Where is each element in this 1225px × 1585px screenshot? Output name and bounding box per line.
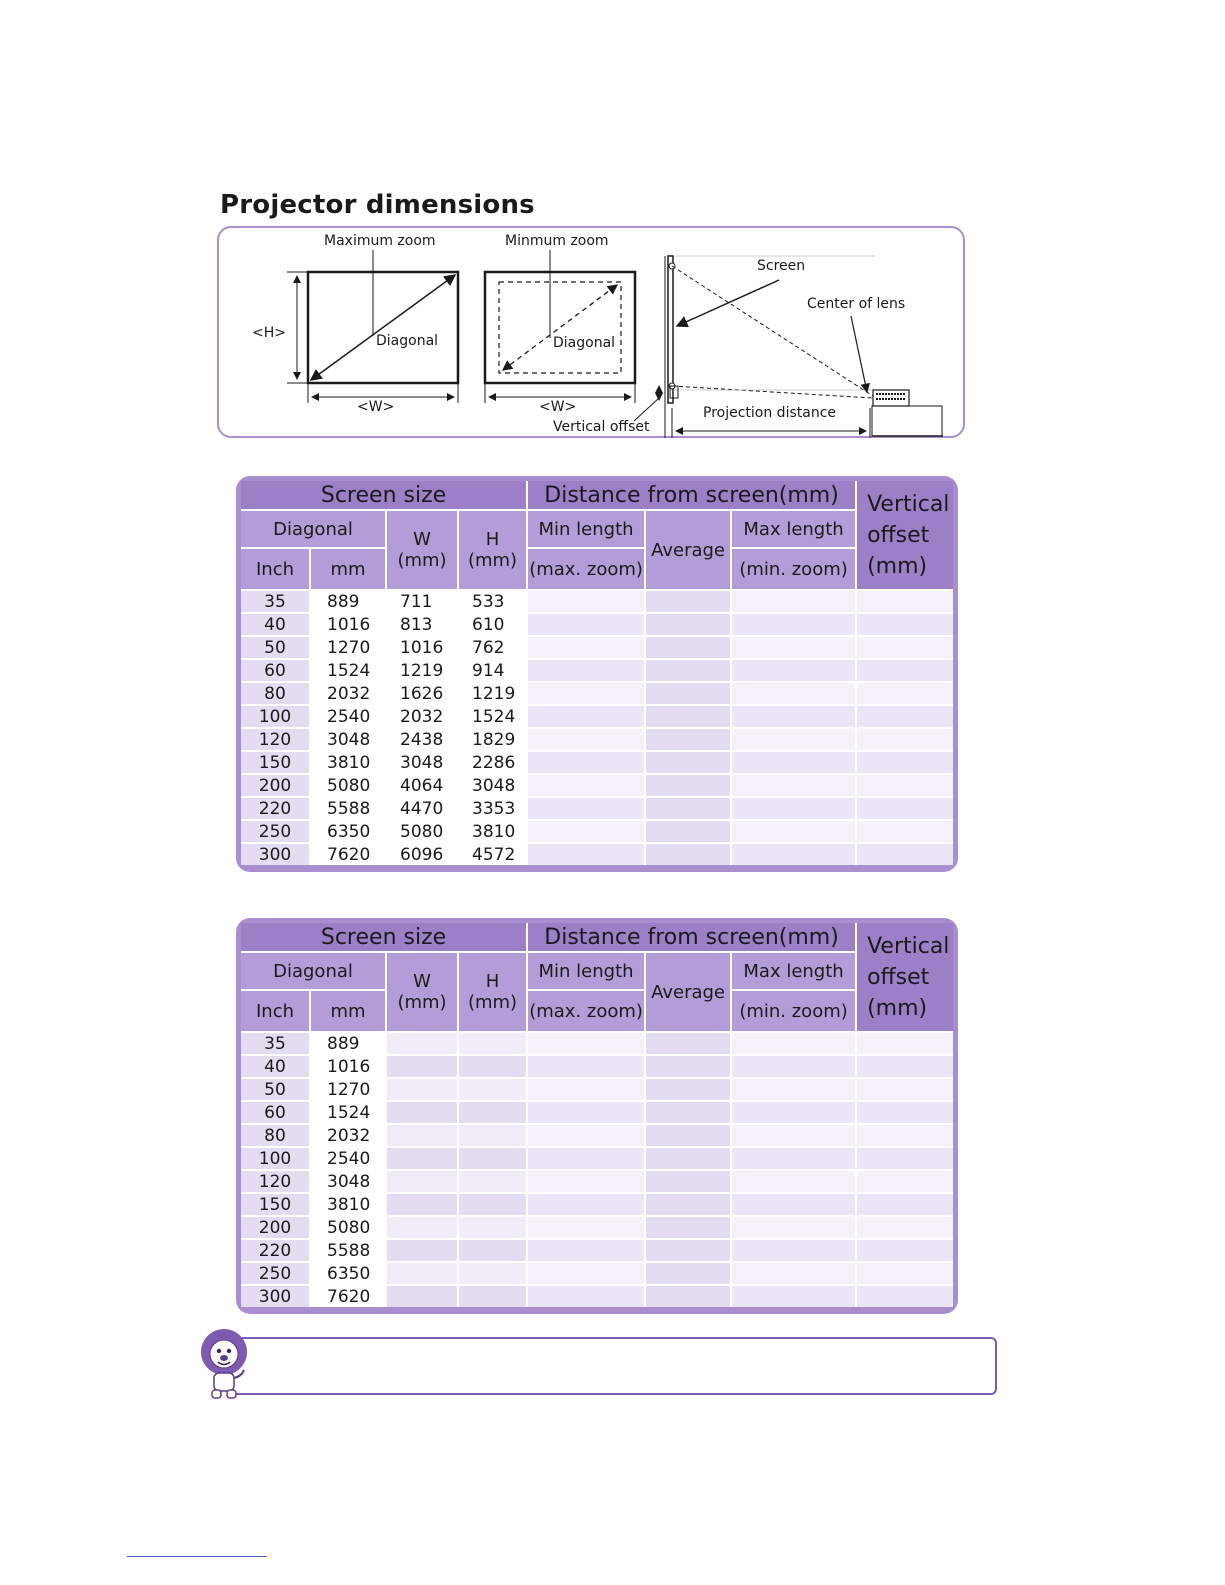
table-cell <box>527 659 645 682</box>
table-cell <box>386 1170 458 1193</box>
max-length-sub-header: (min. zoom) <box>731 990 856 1032</box>
screen-side-view <box>668 256 673 403</box>
table-cell <box>527 1285 645 1307</box>
table-cell <box>731 705 856 728</box>
table-cell: 889 <box>310 590 386 613</box>
h-header: H (mm) <box>458 952 527 1032</box>
table-cell: 120 <box>241 1170 310 1193</box>
table-cell <box>856 705 953 728</box>
table-row <box>241 1239 953 1262</box>
table-cell: 2032 <box>310 1124 386 1147</box>
table-cell <box>856 728 953 751</box>
table-cell <box>731 682 856 705</box>
table-row <box>241 1055 953 1078</box>
table-cell <box>386 1262 458 1285</box>
table-cell <box>856 636 953 659</box>
table-cell: 4572 <box>458 843 527 865</box>
table-cell <box>645 1239 731 1262</box>
table-cell: 1016 <box>310 613 386 636</box>
table-cell: 3048 <box>458 774 527 797</box>
table-cell <box>458 1124 527 1147</box>
table-cell <box>731 1262 856 1285</box>
table-cell: 50 <box>241 1078 310 1101</box>
table-cell: 7620 <box>310 1285 386 1307</box>
table-cell <box>527 1032 645 1055</box>
table-cell <box>527 843 645 865</box>
page-title: Projector dimensions <box>220 190 535 220</box>
table-cell <box>731 590 856 613</box>
table-cell <box>731 1239 856 1262</box>
table-cell: 1270 <box>310 1078 386 1101</box>
table-cell: 120 <box>241 728 310 751</box>
table-cell: 50 <box>241 636 310 659</box>
table-cell <box>645 1124 731 1147</box>
distance-header: Distance from screen(mm) <box>527 481 856 510</box>
table-cell: 6350 <box>310 820 386 843</box>
table-cell <box>856 751 953 774</box>
table-cell: 2438 <box>386 728 458 751</box>
max-zoom-diagonal <box>311 275 455 380</box>
table-cell <box>645 1101 731 1124</box>
table-cell <box>645 1078 731 1101</box>
table-cell <box>731 797 856 820</box>
table-cell <box>645 1285 731 1307</box>
projector-table <box>872 406 942 436</box>
table-cell: 150 <box>241 1193 310 1216</box>
lion-mascot-icon <box>196 1326 260 1404</box>
table-cell <box>386 1032 458 1055</box>
table-cell <box>527 1239 645 1262</box>
table-cell <box>527 1193 645 1216</box>
table-cell <box>731 613 856 636</box>
diagonal-left-label: Diagonal <box>376 333 439 349</box>
table-cell <box>527 774 645 797</box>
table-cell <box>645 1262 731 1285</box>
table-cell: 80 <box>241 1124 310 1147</box>
table-cell: 3810 <box>458 820 527 843</box>
table-cell: 533 <box>458 590 527 613</box>
table-cell: 711 <box>386 590 458 613</box>
table-cell <box>856 820 953 843</box>
table-cell: 2540 <box>310 1147 386 1170</box>
table-cell <box>386 1285 458 1307</box>
table-cell <box>731 1078 856 1101</box>
table-cell <box>731 659 856 682</box>
table-cell <box>731 1216 856 1239</box>
table-row <box>241 728 953 751</box>
table-cell: 2032 <box>310 682 386 705</box>
table-cell <box>856 613 953 636</box>
table-cell <box>856 682 953 705</box>
table-cell <box>527 1147 645 1170</box>
table-cell <box>386 1078 458 1101</box>
table-cell <box>458 1285 527 1307</box>
table-cell <box>856 1147 953 1170</box>
table-cell: 200 <box>241 1216 310 1239</box>
table-cell: 100 <box>241 705 310 728</box>
table-cell <box>731 1032 856 1055</box>
table-cell <box>645 1147 731 1170</box>
max-length-sub-header: (min. zoom) <box>731 548 856 590</box>
table-cell <box>458 1193 527 1216</box>
min-length-header: Min length <box>527 952 645 990</box>
table-cell <box>386 1193 458 1216</box>
table-cell <box>645 774 731 797</box>
mm-header: mm <box>310 548 386 590</box>
table-cell <box>645 1032 731 1055</box>
table-cell <box>645 728 731 751</box>
table-row <box>241 1170 953 1193</box>
projection-distance-label: Projection distance <box>703 405 836 421</box>
table-row <box>241 1262 953 1285</box>
table-cell <box>386 1124 458 1147</box>
projection-diagram <box>217 226 965 438</box>
table-cell: 5588 <box>310 797 386 820</box>
table-cell: 1270 <box>310 636 386 659</box>
table-cell <box>527 682 645 705</box>
screen-size-header: Screen size <box>241 481 527 510</box>
table-cell: 3048 <box>310 1170 386 1193</box>
w-label-left: <W> <box>357 399 395 415</box>
table-cell <box>731 1055 856 1078</box>
center-of-lens-label: Center of lens <box>807 296 906 312</box>
screen-size-header: Screen size <box>241 923 527 952</box>
table-cell: 220 <box>241 1239 310 1262</box>
table-cell <box>645 682 731 705</box>
table-cell: 2540 <box>310 705 386 728</box>
table-cell <box>458 1170 527 1193</box>
table-cell: 6096 <box>386 843 458 865</box>
min-length-sub-header: (max. zoom) <box>527 990 645 1032</box>
table-cell <box>527 705 645 728</box>
table-cell <box>386 1055 458 1078</box>
table-cell <box>527 613 645 636</box>
table-cell: 1524 <box>310 659 386 682</box>
table-cell: 1016 <box>386 636 458 659</box>
table-cell <box>856 843 953 865</box>
table-cell: 762 <box>458 636 527 659</box>
table-row <box>241 1032 953 1055</box>
table-cell: 610 <box>458 613 527 636</box>
table-row <box>241 1193 953 1216</box>
table-cell: 200 <box>241 774 310 797</box>
vertical-offset-header: Vertical offset (mm) <box>856 481 953 590</box>
table-row <box>241 1216 953 1239</box>
min-length-header: Min length <box>527 510 645 548</box>
table-cell: 914 <box>458 659 527 682</box>
table-cell <box>731 728 856 751</box>
table-cell <box>645 843 731 865</box>
table-cell <box>458 1147 527 1170</box>
table-cell: 60 <box>241 659 310 682</box>
table-cell <box>386 1239 458 1262</box>
table-cell: 220 <box>241 797 310 820</box>
table-cell <box>856 1239 953 1262</box>
table-cell <box>527 1262 645 1285</box>
table-cell: 3810 <box>310 1193 386 1216</box>
projection-table-1 <box>236 476 958 872</box>
table-cell: 40 <box>241 1055 310 1078</box>
table-cell <box>731 636 856 659</box>
table-cell <box>527 1078 645 1101</box>
mm-header: mm <box>310 990 386 1032</box>
diagram-svg <box>219 228 967 440</box>
table-cell: 813 <box>386 613 458 636</box>
table-cell: 300 <box>241 1285 310 1307</box>
min-zoom-label: Minmum zoom <box>505 233 609 249</box>
table-cell <box>856 1216 953 1239</box>
table-cell <box>645 797 731 820</box>
table-cell <box>856 659 953 682</box>
table-cell <box>731 1101 856 1124</box>
table-row <box>241 1124 953 1147</box>
table-cell <box>645 751 731 774</box>
vertical-offset-label: Vertical offset <box>553 419 650 435</box>
table-cell: 3810 <box>310 751 386 774</box>
table-cell <box>856 1055 953 1078</box>
table-cell: 7620 <box>310 843 386 865</box>
table-cell <box>856 590 953 613</box>
table-cell: 4470 <box>386 797 458 820</box>
table-cell <box>645 1216 731 1239</box>
diagonal-header: Diagonal <box>241 510 386 548</box>
table-cell <box>527 1170 645 1193</box>
table-cell <box>645 636 731 659</box>
table-row <box>241 1147 953 1170</box>
table-cell: 5080 <box>310 774 386 797</box>
table-cell <box>856 1124 953 1147</box>
table-cell <box>856 1170 953 1193</box>
table-row <box>241 1285 953 1307</box>
table-cell: 6350 <box>310 1262 386 1285</box>
table-row <box>241 613 953 636</box>
table-row <box>241 590 953 613</box>
table-cell <box>856 1078 953 1101</box>
table-cell <box>386 1147 458 1170</box>
table-cell: 150 <box>241 751 310 774</box>
table-cell <box>731 1124 856 1147</box>
table-cell: 35 <box>241 590 310 613</box>
table-cell <box>527 797 645 820</box>
table-cell <box>731 1170 856 1193</box>
inch-header: Inch <box>241 990 310 1032</box>
w-label-right: <W> <box>539 399 577 415</box>
table-cell: 1524 <box>310 1101 386 1124</box>
table-cell <box>645 1055 731 1078</box>
table-cell <box>458 1055 527 1078</box>
distance-header: Distance from screen(mm) <box>527 923 856 952</box>
table-cell <box>645 590 731 613</box>
table-cell <box>731 1285 856 1307</box>
table-cell <box>645 659 731 682</box>
table-row <box>241 820 953 843</box>
table-cell <box>856 797 953 820</box>
table-row <box>241 843 953 865</box>
table-cell: 250 <box>241 1262 310 1285</box>
note-box <box>231 1337 997 1395</box>
table-cell: 1219 <box>386 659 458 682</box>
table-cell: 889 <box>310 1032 386 1055</box>
table-cell <box>645 1170 731 1193</box>
table-cell: 300 <box>241 843 310 865</box>
min-length-sub-header: (max. zoom) <box>527 548 645 590</box>
table-row <box>241 636 953 659</box>
table-row <box>241 705 953 728</box>
table-cell: 3048 <box>386 751 458 774</box>
table-cell: 3048 <box>310 728 386 751</box>
diagonal-right-label: Diagonal <box>553 335 616 351</box>
projection-table-2 <box>236 918 958 1314</box>
footer-link-underline[interactable] <box>127 1556 267 1557</box>
table-cell: 5080 <box>386 820 458 843</box>
table-cell <box>386 1101 458 1124</box>
table-cell <box>731 1147 856 1170</box>
table-cell: 1829 <box>458 728 527 751</box>
table-cell <box>527 1216 645 1239</box>
table-cell: 5588 <box>310 1239 386 1262</box>
average-header: Average <box>645 510 731 590</box>
table-cell <box>645 1193 731 1216</box>
table-cell <box>458 1078 527 1101</box>
table-cell <box>731 1193 856 1216</box>
table-cell: 2286 <box>458 751 527 774</box>
w-header: W (mm) <box>386 510 458 590</box>
table-cell <box>856 1262 953 1285</box>
average-header: Average <box>645 952 731 1032</box>
table-cell <box>386 1216 458 1239</box>
table-cell: 5080 <box>310 1216 386 1239</box>
table-cell <box>458 1216 527 1239</box>
table-cell: 100 <box>241 1147 310 1170</box>
table-cell: 1626 <box>386 682 458 705</box>
table-cell <box>645 613 731 636</box>
table-cell <box>731 843 856 865</box>
table-cell <box>645 820 731 843</box>
table-row <box>241 659 953 682</box>
table-row <box>241 1101 953 1124</box>
table-cell <box>458 1032 527 1055</box>
inch-header: Inch <box>241 548 310 590</box>
table-cell <box>856 774 953 797</box>
table-row <box>241 751 953 774</box>
table-cell <box>458 1239 527 1262</box>
table-cell <box>458 1101 527 1124</box>
table-cell: 250 <box>241 820 310 843</box>
table-cell: 4064 <box>386 774 458 797</box>
table-cell: 35 <box>241 1032 310 1055</box>
table-cell <box>527 1055 645 1078</box>
table-cell <box>527 1101 645 1124</box>
screen-label: Screen <box>757 258 806 274</box>
diagonal-header: Diagonal <box>241 952 386 990</box>
table-cell: 60 <box>241 1101 310 1124</box>
table-cell <box>645 705 731 728</box>
h-label: <H> <box>252 325 286 341</box>
table-cell: 1524 <box>458 705 527 728</box>
table-cell: 2032 <box>386 705 458 728</box>
table-cell <box>856 1285 953 1307</box>
table-row <box>241 682 953 705</box>
table-row <box>241 1078 953 1101</box>
max-zoom-label: Maximum zoom <box>324 233 436 249</box>
table-cell: 1016 <box>310 1055 386 1078</box>
table-cell <box>856 1032 953 1055</box>
table-cell <box>527 751 645 774</box>
vertical-offset-header: Vertical offset (mm) <box>856 923 953 1032</box>
table-cell <box>527 1124 645 1147</box>
table-cell <box>731 751 856 774</box>
table-cell <box>731 820 856 843</box>
table-cell: 1219 <box>458 682 527 705</box>
table-cell: 80 <box>241 682 310 705</box>
table-cell <box>731 774 856 797</box>
table-cell <box>527 636 645 659</box>
table-row <box>241 774 953 797</box>
table-cell <box>527 590 645 613</box>
table-row <box>241 797 953 820</box>
table-cell <box>458 1262 527 1285</box>
table-cell <box>527 820 645 843</box>
max-length-header: Max length <box>731 510 856 548</box>
table-cell <box>856 1193 953 1216</box>
table-cell <box>856 1101 953 1124</box>
table-cell <box>527 728 645 751</box>
table-cell: 40 <box>241 613 310 636</box>
h-header: H (mm) <box>458 510 527 590</box>
table-cell: 3353 <box>458 797 527 820</box>
w-header: W (mm) <box>386 952 458 1032</box>
max-length-header: Max length <box>731 952 856 990</box>
